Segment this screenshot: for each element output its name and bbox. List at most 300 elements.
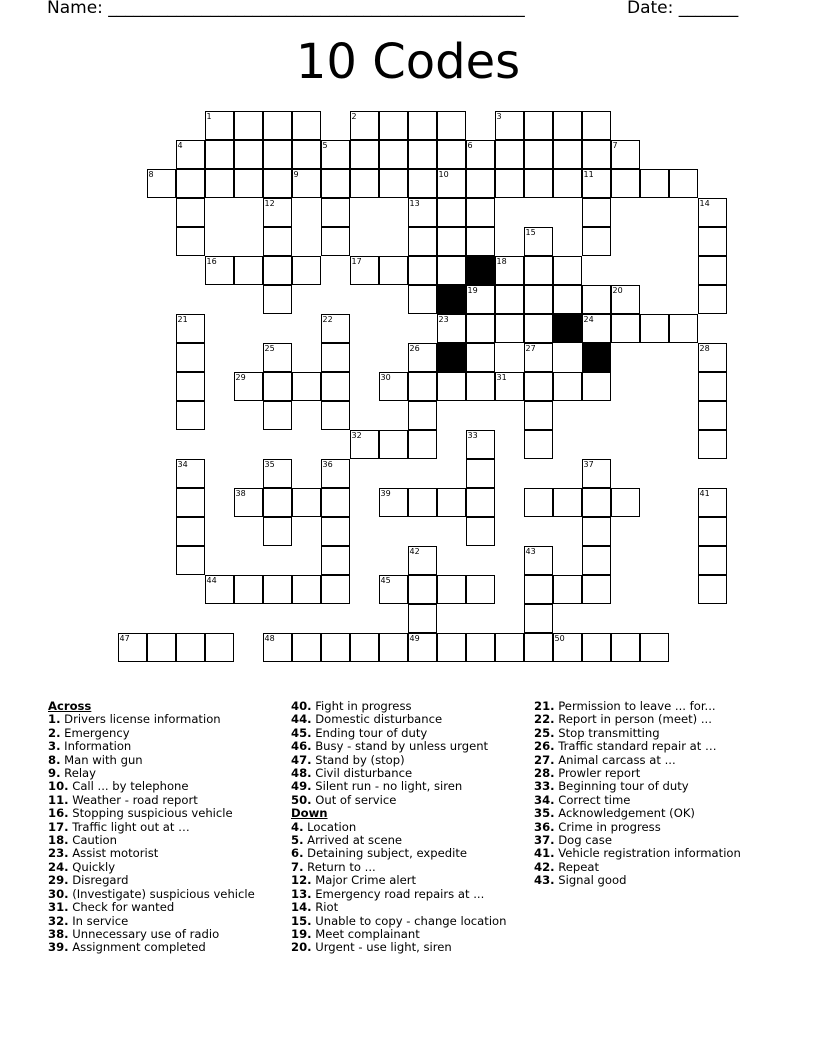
- clue-label-number: 50.: [291, 792, 312, 807]
- grid-cell[interactable]: [321, 401, 350, 430]
- clue-label-number: 2.: [48, 725, 61, 740]
- clue-label-number: 37.: [534, 833, 555, 848]
- clue-number: 29: [235, 372, 246, 382]
- grid-cell[interactable]: [263, 227, 292, 256]
- grid-cell[interactable]: [408, 227, 437, 256]
- grid-cell[interactable]: [466, 314, 495, 343]
- grid-cell[interactable]: [292, 488, 321, 517]
- grid-cell[interactable]: [437, 488, 466, 517]
- clue: [534, 807, 741, 820]
- grid-cell[interactable]: [437, 198, 466, 227]
- clue-text: Stopping suspicious vehicle: [68, 806, 233, 821]
- clue-number: 44: [206, 575, 217, 585]
- clue-number: 14: [699, 198, 710, 208]
- grid-cell[interactable]: [524, 343, 553, 372]
- clue-text: Stop transmitting: [554, 725, 660, 740]
- clue: [291, 874, 507, 887]
- grid-cell[interactable]: [495, 633, 524, 662]
- grid-cell[interactable]: [582, 198, 611, 227]
- grid-cell[interactable]: [205, 575, 234, 604]
- grid-cell[interactable]: [321, 343, 350, 372]
- clue-text: Traffic light out at …: [68, 819, 190, 834]
- clue-text: Relay: [60, 766, 97, 781]
- clue-label-number: 1.: [48, 712, 61, 727]
- clue: [48, 727, 255, 740]
- grid-cell[interactable]: [466, 169, 495, 198]
- grid-cell[interactable]: [495, 111, 524, 140]
- grid-cell[interactable]: [408, 169, 437, 198]
- grid-cell[interactable]: [524, 314, 553, 343]
- clue: [291, 700, 507, 713]
- clue-text: Return to ...: [303, 859, 376, 874]
- grid-cell[interactable]: [582, 459, 611, 488]
- clue-text: Acknowledgement (OK): [554, 806, 695, 821]
- grid-cell[interactable]: [553, 285, 582, 314]
- clue-number: 16: [206, 256, 217, 266]
- grid-cell[interactable]: [350, 633, 379, 662]
- grid-cell[interactable]: [669, 314, 698, 343]
- grid-cell[interactable]: [466, 372, 495, 401]
- grid-cell[interactable]: [698, 575, 727, 604]
- grid-cell[interactable]: [176, 169, 205, 198]
- grid-cell[interactable]: [408, 372, 437, 401]
- grid-cell[interactable]: [234, 111, 263, 140]
- grid-cell[interactable]: [553, 111, 582, 140]
- grid-cell[interactable]: [118, 633, 147, 662]
- grid-cell[interactable]: [234, 488, 263, 517]
- grid-cell[interactable]: [379, 488, 408, 517]
- grid-cell[interactable]: [582, 517, 611, 546]
- grid-cell[interactable]: [176, 198, 205, 227]
- clue: [48, 928, 255, 941]
- grid-cell[interactable]: [524, 256, 553, 285]
- clue-number: 26: [409, 343, 420, 353]
- clue-number: 43: [525, 546, 536, 556]
- grid-cell[interactable]: [379, 575, 408, 604]
- clue-text: Major Crime alert: [311, 873, 417, 888]
- grid-cell[interactable]: [263, 256, 292, 285]
- clue-number: 2: [351, 111, 357, 121]
- grid-cell[interactable]: [321, 169, 350, 198]
- grid-cell[interactable]: [350, 111, 379, 140]
- grid-cell[interactable]: [611, 488, 640, 517]
- clue: [48, 847, 255, 860]
- grid-cell[interactable]: [408, 140, 437, 169]
- clue-number: 1: [206, 111, 212, 121]
- grid-cell[interactable]: [176, 633, 205, 662]
- clue-number: 33: [467, 430, 478, 440]
- grid-cell[interactable]: [263, 372, 292, 401]
- grid-cell[interactable]: [524, 111, 553, 140]
- grid-cell[interactable]: [147, 169, 176, 198]
- name-field-label: Name: _________________________________________________: [47, 0, 525, 18]
- grid-cell[interactable]: [379, 111, 408, 140]
- grid-cell[interactable]: [466, 633, 495, 662]
- clue: [534, 847, 741, 860]
- clue-label-number: 29.: [48, 873, 69, 888]
- clue-label-number: 26.: [534, 739, 555, 754]
- clue-text: Man with gun: [60, 752, 143, 767]
- grid-cell[interactable]: [553, 488, 582, 517]
- clue-number: 5: [322, 140, 328, 150]
- grid-cell[interactable]: [176, 343, 205, 372]
- grid-cell[interactable]: [495, 256, 524, 285]
- clue-label-number: 39.: [48, 940, 69, 955]
- grid-cell[interactable]: [669, 169, 698, 198]
- clue-label-number: 31.: [48, 900, 69, 915]
- clue: [534, 861, 741, 874]
- grid-cell[interactable]: [524, 372, 553, 401]
- grid-cell[interactable]: [263, 517, 292, 546]
- grid-cell[interactable]: [495, 285, 524, 314]
- grid-cell[interactable]: [379, 430, 408, 459]
- grid-cell[interactable]: [495, 372, 524, 401]
- clue: [291, 888, 507, 901]
- clue-label-number: 44.: [291, 712, 312, 727]
- clue-text: Location: [303, 819, 357, 834]
- grid-cell[interactable]: [379, 256, 408, 285]
- grid-cell[interactable]: [408, 633, 437, 662]
- grid-cell[interactable]: [321, 372, 350, 401]
- grid-cell[interactable]: [553, 140, 582, 169]
- clue: [534, 780, 741, 793]
- grid-cell[interactable]: [466, 575, 495, 604]
- grid-cell[interactable]: [611, 169, 640, 198]
- clue-number: 10: [438, 169, 449, 179]
- clue-label-number: 32.: [48, 913, 69, 928]
- clue-label-number: 47.: [291, 752, 312, 767]
- grid-cell[interactable]: [437, 372, 466, 401]
- grid-cell[interactable]: [176, 314, 205, 343]
- grid-cell[interactable]: [379, 633, 408, 662]
- grid-cell[interactable]: [321, 227, 350, 256]
- grid-cell[interactable]: [524, 227, 553, 256]
- clue-number: 32: [351, 430, 362, 440]
- grid-cell[interactable]: [379, 140, 408, 169]
- clue-number: 24: [583, 314, 594, 324]
- clue-number: 30: [380, 372, 391, 382]
- grid-cell[interactable]: [582, 633, 611, 662]
- grid-cell[interactable]: [553, 169, 582, 198]
- grid-cell[interactable]: [292, 256, 321, 285]
- grid-cell[interactable]: [437, 575, 466, 604]
- grid-cell[interactable]: [466, 430, 495, 459]
- clue-label-number: 42.: [534, 859, 555, 874]
- clue-label-number: 45.: [291, 725, 312, 740]
- clue-number: 35: [264, 459, 275, 469]
- grid-cell[interactable]: [582, 285, 611, 314]
- grid-cell[interactable]: [611, 314, 640, 343]
- grid-cell[interactable]: [350, 140, 379, 169]
- grid-cell[interactable]: [640, 633, 669, 662]
- grid-cell[interactable]: [437, 169, 466, 198]
- grid-cell[interactable]: [292, 111, 321, 140]
- grid-cell[interactable]: [553, 256, 582, 285]
- grid-cell[interactable]: [553, 372, 582, 401]
- clue-text: Assist motorist: [68, 846, 159, 861]
- clue: [534, 740, 741, 753]
- clue-text: Check for wanted: [68, 900, 175, 915]
- clue-label-number: 3.: [48, 739, 61, 754]
- clue-number: 37: [583, 459, 594, 469]
- clue: [534, 754, 741, 767]
- clue: [48, 794, 255, 807]
- grid-cell[interactable]: [263, 633, 292, 662]
- grid-cell[interactable]: [408, 430, 437, 459]
- grid-cell[interactable]: [408, 546, 437, 575]
- grid-cell[interactable]: [582, 546, 611, 575]
- clue-number: 49: [409, 633, 420, 643]
- grid-cell[interactable]: [263, 111, 292, 140]
- clue: [48, 754, 255, 767]
- clue-text: Dog case: [554, 833, 612, 848]
- clue-label-number: 16.: [48, 806, 69, 821]
- grid-cell[interactable]: [524, 140, 553, 169]
- grid-cell[interactable]: [582, 314, 611, 343]
- grid-cell[interactable]: [350, 430, 379, 459]
- clue-label-number: 30.: [48, 886, 69, 901]
- grid-cell[interactable]: [234, 140, 263, 169]
- grid-cell[interactable]: [321, 546, 350, 575]
- grid-cell[interactable]: [466, 343, 495, 372]
- clue-label-number: 7.: [291, 859, 304, 874]
- clue-label-number: 22.: [534, 712, 555, 727]
- clue-text: Urgent - use light, siren: [311, 940, 452, 955]
- grid-cell[interactable]: [350, 169, 379, 198]
- date-field-label: Date: _______: [627, 0, 739, 18]
- clue-number: 42: [409, 546, 420, 556]
- clue-number: 12: [264, 198, 275, 208]
- clue-label-number: 14.: [291, 900, 312, 915]
- grid-cell[interactable]: [524, 285, 553, 314]
- grid-cell[interactable]: [263, 488, 292, 517]
- grid-cell[interactable]: [553, 633, 582, 662]
- grid-cell[interactable]: [553, 575, 582, 604]
- grid-cell[interactable]: [263, 459, 292, 488]
- clue-text: Riot: [311, 900, 339, 915]
- grid-cell[interactable]: [437, 227, 466, 256]
- grid-cell[interactable]: [582, 140, 611, 169]
- grid-cell[interactable]: [582, 372, 611, 401]
- clue: [534, 727, 741, 740]
- grid-cell[interactable]: [437, 633, 466, 662]
- clue-text: Vehicle registration information: [554, 846, 741, 861]
- clue-text: Beginning tour of duty: [554, 779, 689, 794]
- grid-cell[interactable]: [176, 227, 205, 256]
- grid-cell[interactable]: [640, 169, 669, 198]
- grid-cell[interactable]: [466, 198, 495, 227]
- grid-cell[interactable]: [582, 227, 611, 256]
- grid-cell[interactable]: [582, 488, 611, 517]
- grid-cell[interactable]: [524, 430, 553, 459]
- grid-cell[interactable]: [611, 140, 640, 169]
- grid-cell[interactable]: [524, 169, 553, 198]
- grid-cell[interactable]: [466, 285, 495, 314]
- clue-label-number: 38.: [48, 926, 69, 941]
- grid-cell[interactable]: [321, 575, 350, 604]
- clue: [534, 700, 741, 713]
- clue: [291, 847, 507, 860]
- grid-cell[interactable]: [205, 111, 234, 140]
- grid-cell[interactable]: [292, 633, 321, 662]
- grid-cell[interactable]: [698, 546, 727, 575]
- grid-cell[interactable]: [524, 575, 553, 604]
- clue-text: Permission to leave ... for...: [554, 699, 716, 713]
- clue: [534, 767, 741, 780]
- clue-label-number: 35.: [534, 806, 555, 821]
- grid-cell[interactable]: [582, 575, 611, 604]
- grid-cell[interactable]: [698, 343, 727, 372]
- grid-cell[interactable]: [408, 285, 437, 314]
- grid-cell[interactable]: [698, 285, 727, 314]
- clue: [48, 861, 255, 874]
- grid-cell[interactable]: [698, 227, 727, 256]
- grid-cell[interactable]: [408, 575, 437, 604]
- clue-label-number: 33.: [534, 779, 555, 794]
- grid-cell[interactable]: [321, 314, 350, 343]
- grid-cell[interactable]: [524, 401, 553, 430]
- grid-cell[interactable]: [205, 633, 234, 662]
- clue-label-number: 11.: [48, 792, 69, 807]
- grid-cell[interactable]: [234, 575, 263, 604]
- grid-cell[interactable]: [176, 546, 205, 575]
- clue-label-number: 48.: [291, 766, 312, 781]
- clue-number: 9: [293, 169, 299, 179]
- grid-cell[interactable]: [466, 227, 495, 256]
- grid-cell[interactable]: [524, 633, 553, 662]
- grid-cell[interactable]: [408, 488, 437, 517]
- clue-label-number: 40.: [291, 699, 312, 713]
- grid-cell[interactable]: [263, 169, 292, 198]
- grid-cell[interactable]: [524, 604, 553, 633]
- grid-cell[interactable]: [292, 575, 321, 604]
- clue-label-number: 13.: [291, 886, 312, 901]
- clue-text: Disregard: [68, 873, 129, 888]
- grid-cell[interactable]: [466, 459, 495, 488]
- grid-cell[interactable]: [466, 517, 495, 546]
- grid-cell[interactable]: [495, 140, 524, 169]
- grid-cell[interactable]: [292, 372, 321, 401]
- clue: [534, 874, 741, 887]
- grid-cell[interactable]: [495, 314, 524, 343]
- clue-text: Emergency: [60, 725, 130, 740]
- clue-number: 20: [612, 285, 623, 295]
- clue-number: 45: [380, 575, 391, 585]
- clue-number: 22: [322, 314, 333, 324]
- clue-number: 48: [264, 633, 275, 643]
- grid-cell[interactable]: [205, 256, 234, 285]
- grid-cell[interactable]: [205, 140, 234, 169]
- grid-cell[interactable]: [321, 198, 350, 227]
- clue-number: 50: [554, 633, 565, 643]
- grid-cell[interactable]: [234, 169, 263, 198]
- grid-cell[interactable]: [698, 372, 727, 401]
- black-square: [582, 343, 611, 372]
- clue-number: 31: [496, 372, 507, 382]
- grid-cell[interactable]: [263, 285, 292, 314]
- clue-text: Domestic disturbance: [311, 712, 443, 727]
- clue-text: Fight in progress: [311, 699, 412, 713]
- grid-cell[interactable]: [379, 169, 408, 198]
- grid-cell[interactable]: [408, 401, 437, 430]
- grid-cell[interactable]: [524, 488, 553, 517]
- grid-cell[interactable]: [698, 430, 727, 459]
- grid-cell[interactable]: [437, 111, 466, 140]
- grid-cell[interactable]: [611, 285, 640, 314]
- grid-cell[interactable]: [466, 488, 495, 517]
- grid-cell[interactable]: [321, 140, 350, 169]
- grid-cell[interactable]: [582, 111, 611, 140]
- grid-cell[interactable]: [292, 169, 321, 198]
- grid-cell[interactable]: [292, 140, 321, 169]
- clue: [48, 888, 255, 901]
- clue-number: 27: [525, 343, 536, 353]
- clue-label-number: 6.: [291, 846, 304, 861]
- grid-cell[interactable]: [205, 169, 234, 198]
- clue: [48, 713, 255, 726]
- grid-cell[interactable]: [640, 314, 669, 343]
- grid-cell[interactable]: [263, 575, 292, 604]
- grid-cell[interactable]: [147, 633, 176, 662]
- grid-cell[interactable]: [408, 604, 437, 633]
- grid-cell[interactable]: [698, 256, 727, 285]
- grid-cell[interactable]: [611, 633, 640, 662]
- clue: [48, 834, 255, 847]
- clue-text: Prowler report: [554, 766, 641, 781]
- grid-cell[interactable]: [524, 546, 553, 575]
- grid-cell[interactable]: [176, 372, 205, 401]
- grid-cell[interactable]: [234, 372, 263, 401]
- grid-cell[interactable]: [176, 140, 205, 169]
- grid-cell[interactable]: [321, 488, 350, 517]
- clue-number: 28: [699, 343, 710, 353]
- clue-number: 3: [496, 111, 502, 121]
- grid-cell[interactable]: [321, 517, 350, 546]
- grid-cell[interactable]: [408, 111, 437, 140]
- grid-cell[interactable]: [176, 488, 205, 517]
- grid-cell[interactable]: [698, 517, 727, 546]
- grid-cell[interactable]: [408, 256, 437, 285]
- grid-cell[interactable]: [437, 314, 466, 343]
- grid-cell[interactable]: [408, 343, 437, 372]
- grid-cell[interactable]: [234, 256, 263, 285]
- grid-cell[interactable]: [263, 140, 292, 169]
- grid-cell[interactable]: [379, 372, 408, 401]
- grid-cell[interactable]: [321, 459, 350, 488]
- grid-cell[interactable]: [408, 198, 437, 227]
- grid-cell[interactable]: [495, 169, 524, 198]
- grid-cell[interactable]: [263, 343, 292, 372]
- grid-cell[interactable]: [321, 633, 350, 662]
- grid-cell[interactable]: [698, 401, 727, 430]
- grid-cell[interactable]: [466, 140, 495, 169]
- grid-cell[interactable]: [582, 169, 611, 198]
- clue-text: Detaining subject, expedite: [303, 846, 467, 861]
- grid-cell[interactable]: [176, 401, 205, 430]
- grid-cell[interactable]: [437, 140, 466, 169]
- grid-cell[interactable]: [698, 488, 727, 517]
- clue: [291, 794, 507, 807]
- grid-cell[interactable]: [698, 198, 727, 227]
- grid-cell[interactable]: [176, 459, 205, 488]
- grid-cell[interactable]: [263, 401, 292, 430]
- grid-cell[interactable]: [176, 517, 205, 546]
- clue: [291, 901, 507, 914]
- grid-cell[interactable]: [350, 256, 379, 285]
- clue-number: 25: [264, 343, 275, 353]
- grid-cell[interactable]: [263, 198, 292, 227]
- grid-cell[interactable]: [437, 256, 466, 285]
